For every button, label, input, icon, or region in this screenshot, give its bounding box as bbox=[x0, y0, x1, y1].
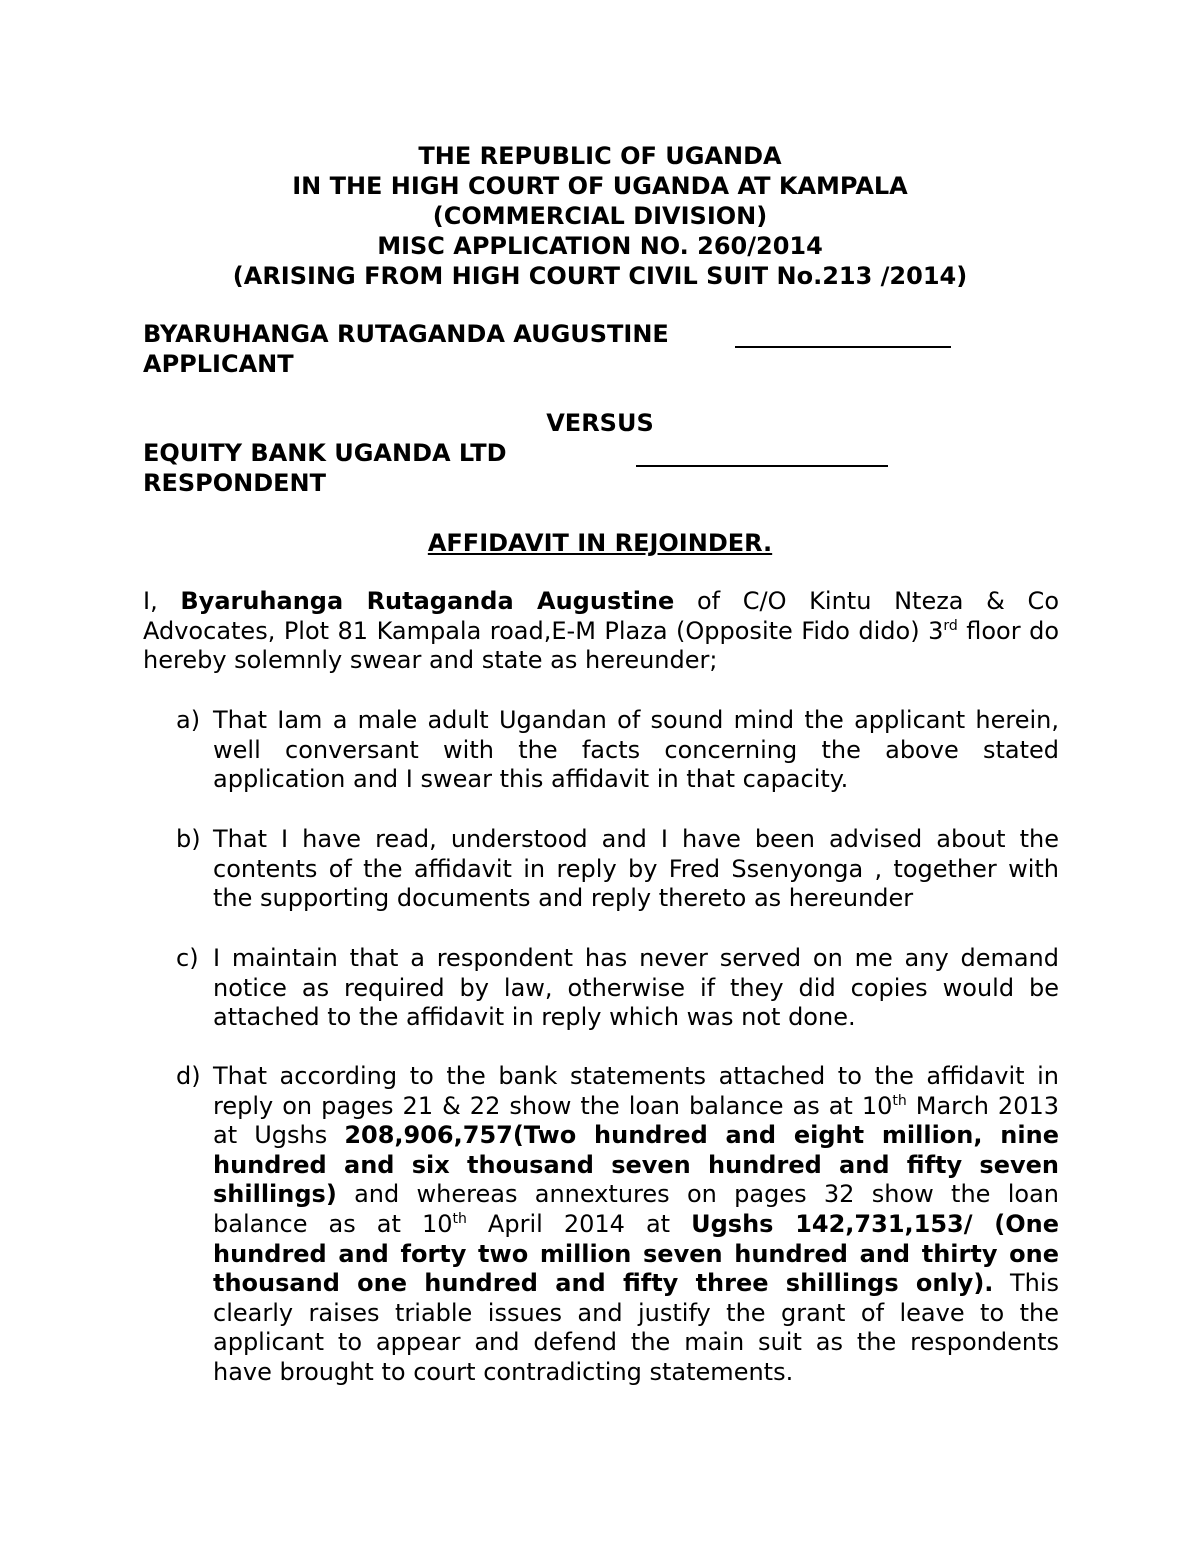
item-d-marker: d) bbox=[176, 1062, 201, 1090]
item-d-superscript-1: th bbox=[892, 1092, 907, 1109]
item-d-text-4: April 2014 at bbox=[466, 1209, 692, 1238]
intro-superscript: rd bbox=[943, 617, 958, 634]
item-d-text-3: and whereas annextures on pages 32 show the loan balance as at 10 bbox=[213, 1180, 1059, 1238]
intro-paragraph bbox=[143, 587, 1059, 676]
respondent-name: EQUITY BANK UGANDA LTD bbox=[143, 439, 507, 467]
versus-label: VERSUS bbox=[546, 409, 654, 437]
court-heading bbox=[0, 141, 1200, 291]
item-c-text: I maintain that a respondent has never served on me any demand notice as required by law, otherwise if they did copies would be attached to the affidavit in reply which was not done. bbox=[213, 944, 1059, 1032]
heading-republic: THE REPUBLIC OF UGANDA bbox=[418, 142, 782, 170]
intro-text-3: floor do hereby solemnly swear and state as hereunder; bbox=[143, 616, 1059, 675]
respondent-signature-line bbox=[636, 465, 888, 467]
applicant-name: BYARUHANGA RUTAGANDA AUGUSTINE bbox=[143, 320, 669, 348]
item-d-amount-2014: Ugshs 142,731,153/ (One hundred and forty two million seven hundred and thirty one thousand one hundred and fifty three shillings only). bbox=[213, 1209, 1060, 1298]
heading-application-number: MISC APPLICATION NO. 260/2014 bbox=[377, 232, 823, 260]
item-b-marker: b) bbox=[176, 825, 201, 853]
item-a-marker: a) bbox=[176, 706, 201, 734]
item-d-text-5: This clearly raises triable issues and justify the grant of leave to the applicant to appear and defend the main suit as the respondents have brought to court contradicting statements. bbox=[213, 1269, 1059, 1386]
intro-text-2: of C/O Kintu Nteza & Co Advocates, Plot 81 Kampala road,E-M Plaza (Opposite Fido dido) 3 bbox=[143, 587, 1059, 645]
item-a-text: That Iam a male adult Ugandan of sound mind the applicant herein, well conversant with the facts concerning the above stated application and I swear this affidavit in that capacity. bbox=[213, 706, 1059, 794]
item-d-amount-2013: 208,906,757(Two hundred and eight million, nine hundred and six thousand seven hundred and fifty seven shillings) bbox=[213, 1121, 1059, 1209]
item-c-marker: c) bbox=[176, 944, 199, 972]
heading-court: IN THE HIGH COURT OF UGANDA AT KAMPALA bbox=[292, 172, 908, 200]
heading-arising-from: (ARISING FROM HIGH COURT CIVIL SUIT No.213 /2014) bbox=[232, 262, 968, 290]
item-d-text-2: March 2013 at Ugshs bbox=[213, 1091, 1060, 1150]
document-title: AFFIDAVIT IN REJOINDER. bbox=[427, 529, 773, 557]
deponent-name: Byaruhanga Rutaganda Augustine bbox=[180, 587, 675, 615]
applicant-signature-line bbox=[735, 346, 951, 348]
respondent-role: RESPONDENT bbox=[143, 469, 327, 497]
intro-text-1: I, bbox=[143, 587, 181, 615]
heading-division: (COMMERCIAL DIVISION) bbox=[432, 202, 768, 230]
applicant-role: APPLICANT bbox=[143, 350, 294, 378]
item-d-text bbox=[213, 1062, 1059, 1388]
item-d-text-1: That according to the bank statements attached to the affidavit in reply on pages 21 & 22 show the loan balance as at 10 bbox=[213, 1062, 1059, 1120]
item-b-text: That I have read, understood and I have been advised about the contents of the affidavit in reply by Fred Ssenyonga , together with the supporting documents and reply thereto as hereunder bbox=[213, 825, 1059, 913]
item-d-superscript-2: th bbox=[452, 1210, 467, 1227]
